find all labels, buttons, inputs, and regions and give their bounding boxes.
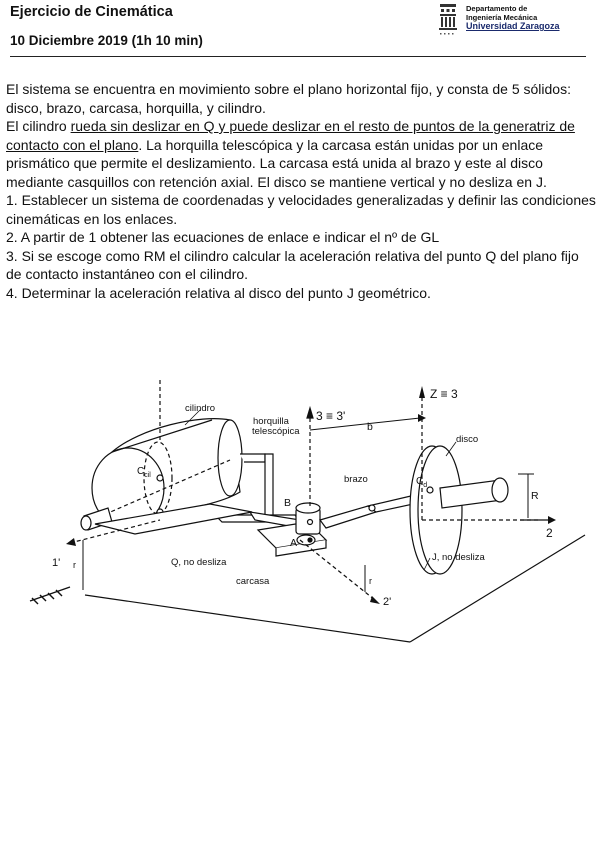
university-logo xyxy=(438,2,598,42)
fork-upper-arm xyxy=(240,454,265,462)
label-b: b xyxy=(367,421,373,433)
label-b-collar: B xyxy=(284,497,292,509)
ground-hatch xyxy=(30,587,70,604)
exam-date: 10 Diciembre 2019 (1h 10 min) xyxy=(10,33,203,48)
question-3: 3. Si se escoge como RM el cilindro calcular la aceleración relativa del punto Q del plano fijo de contacto instantáneo con el cilindro. xyxy=(6,247,579,282)
axis-2prime xyxy=(300,540,375,600)
label-r-left: r xyxy=(73,560,76,570)
label-disco: disco xyxy=(456,434,479,445)
label-axis-z: Z ≡ 3 xyxy=(430,387,458,401)
mechanism-drawing xyxy=(0,370,600,650)
label-r-bottom: r xyxy=(369,576,372,586)
label-cilindro: cilindro xyxy=(185,403,216,414)
page-header xyxy=(10,0,586,57)
statement-p2-end: . La horquilla telescópica y la carcasa están unidas por un enlace prismático que permite el deslizamiento. La carcasa está unida al brazo y este al disco mediante casquillos con retención axial. El disco se mantiene vertical y no desliza en J. xyxy=(6,136,547,190)
label-horquilla: horquilla xyxy=(253,416,289,427)
mechanism-figure xyxy=(0,370,600,650)
label-axis-1prime: 1' xyxy=(52,557,61,569)
c-d-point xyxy=(427,487,433,493)
label-q: Q, no desliza xyxy=(171,557,227,568)
logo-department: Departamento de xyxy=(466,4,528,13)
label-carcasa: carcasa xyxy=(236,576,270,587)
statement-paragraph-1: El sistema se encuentra en movimiento sobre el plano horizontal fijo, y consta de 5 sólidos: disco, brazo, carcasa, horquilla, y cilindro. xyxy=(6,81,571,116)
fork-vertical xyxy=(265,454,273,520)
question-1: 1. Establecer un sistema de coordenadas y velocidades generalizadas y definir las condiciones cinemáticas en los enlaces. xyxy=(6,192,596,227)
university-crest-icon xyxy=(438,2,458,38)
label-j: J, no desliza xyxy=(432,552,485,563)
label-axis-2prime: 2' xyxy=(383,596,392,608)
logo-text xyxy=(466,4,560,31)
label-brazo: brazo xyxy=(344,474,368,485)
logo-department-name: Ingeniería Mecánica xyxy=(466,13,538,22)
question-4: 4. Determinar la aceleración relativa al disco del punto J geométrico. xyxy=(6,284,431,301)
label-r-big: R xyxy=(531,490,539,502)
label-axis-3: 3 ≡ 3' xyxy=(316,409,346,423)
exercise-title: Ejercicio de Cinemática xyxy=(10,4,173,20)
cylinder-right-face xyxy=(218,420,242,496)
statement-p2-underlined: rueda sin deslizar en Q y puede deslizar en el resto de puntos de la generatriz de contacto con el plano xyxy=(6,118,575,153)
statement-p2-start: El cilindro xyxy=(6,118,71,134)
c-cil-point xyxy=(157,475,163,481)
logo-university: Universidad Zaragoza xyxy=(466,21,560,31)
label-c-d-main: C xyxy=(416,476,424,487)
question-2: 2. A partir de 1 obtener las ecuaciones de enlace e indicar el nº de GL xyxy=(6,229,440,245)
label-c-cil-sub: cil xyxy=(144,472,151,479)
arm-link xyxy=(320,506,376,528)
label-a-collar: A xyxy=(290,537,298,549)
label-c-d-sub: d xyxy=(423,482,428,489)
label-telescopica: telescópica xyxy=(252,426,300,437)
ground-plane-front-edge xyxy=(85,595,410,642)
statement-paragraph-2 xyxy=(6,117,596,191)
label-axis-2: 2 xyxy=(546,526,553,540)
problem-statement xyxy=(6,80,596,302)
label-c-cil-main: C xyxy=(137,466,145,477)
